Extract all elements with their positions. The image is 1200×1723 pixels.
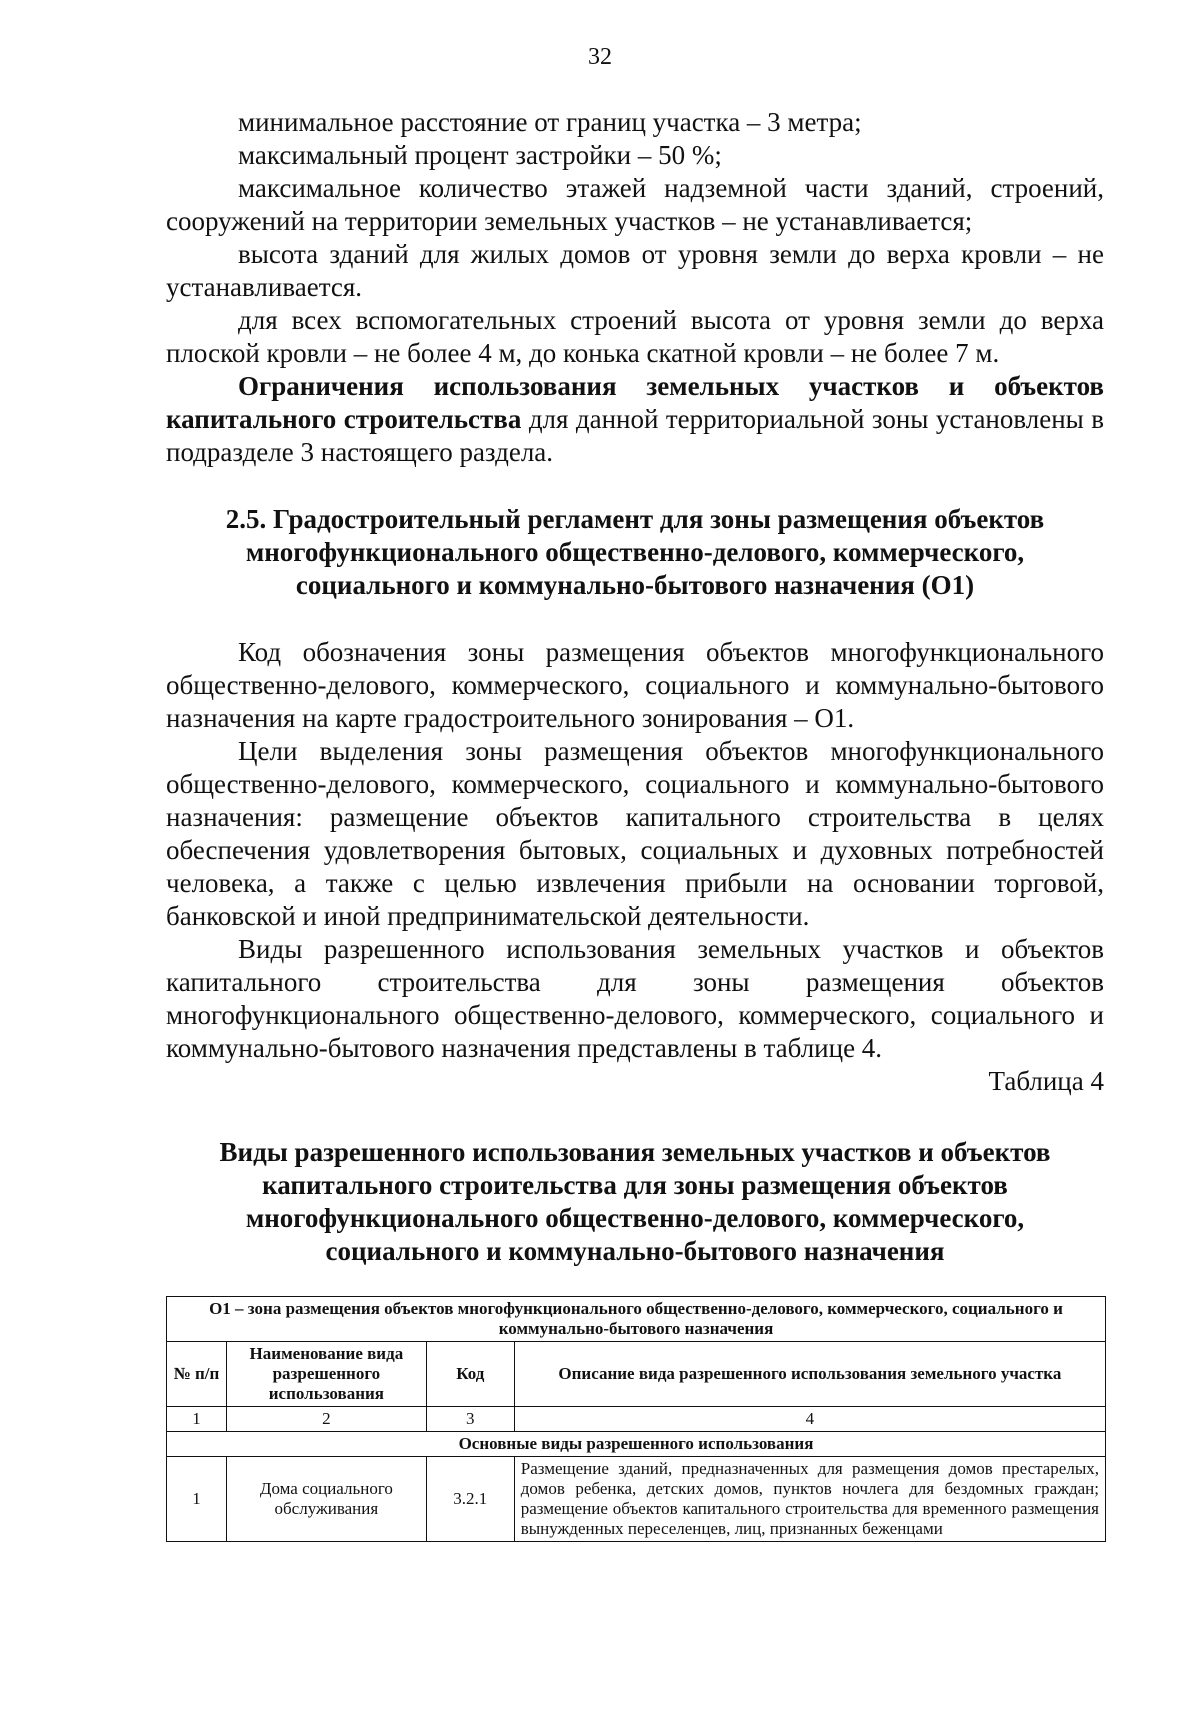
- document-body: [166, 106, 1104, 1542]
- table-caption: Таблица 4: [988, 1066, 1104, 1096]
- row-name: Дома социального обслуживания: [226, 1457, 426, 1542]
- row-description: Размещение зданий, предназначенных для размещения домов престарелых, домов ребенка, детских домов, пунктов ночлега для бездомных граждан; размещение объектов капитального строительства для временного размещения вынужденных переселенцев, лиц, признанных беженцами: [514, 1457, 1105, 1542]
- paragraph: максимальное количество этажей надземной части зданий, строений, сооружений на территории земельных участков – не устанавливается;: [166, 173, 1104, 236]
- table-title: Виды разрешенного использования земельных участков и объектов капитального строительства для зоны размещения объектов многофункционального общественно-делового, коммерческого, социального и коммунально-бытового назначения: [219, 1137, 1051, 1266]
- group-label: Основные виды разрешенного использования: [167, 1432, 1106, 1457]
- table-row: [167, 1457, 1106, 1542]
- paragraph: максимальный процент застройки – 50 %;: [238, 140, 722, 170]
- row-code: 3.2.1: [426, 1457, 514, 1542]
- table-zone-header-row: [167, 1297, 1106, 1342]
- zone-table: [166, 1296, 1106, 1542]
- table-column-number-row: [167, 1407, 1106, 1432]
- restriction-text: для данной территориальной зоны установлены в подразделе 3 настоящего раздела.: [166, 404, 1104, 467]
- col-number-2: 2: [226, 1407, 426, 1432]
- page-number: 32: [588, 44, 612, 70]
- paragraph: Цели выделения зоны размещения объектов многофункционального общественно-делового, коммерческого, социального и коммунально-бытового назначения: размещение объектов капитального строительства в целях обеспечения удовлетворения бытовых, социальных и духовных потребностей человека, а также с целью извлечения прибыли на основании торговой, банковской и иной предпринимательской деятельности.: [166, 736, 1104, 931]
- paragraph: для всех вспомогательных строений высота от уровня земли до верха плоской кровли – не более 4 м, до конька скатной кровли – не более 7 м.: [166, 305, 1104, 368]
- row-number: 1: [167, 1457, 227, 1542]
- restriction-bold-text: Ограничения использования земельных участков и объектов капитального строительства: [166, 371, 1104, 434]
- header-number: № п/п: [167, 1342, 227, 1407]
- table-group-row: [167, 1432, 1106, 1457]
- section-heading: 2.5. Градостроительный регламент для зоны размещения объектов многофункционального общественно-делового, коммерческого, социального и коммунально-бытового назначения (О1): [225, 504, 1045, 600]
- paragraph: Виды разрешенного использования земельных участков и объектов капитального строительства для зоны размещения объектов многофункционального общественно-делового, коммерческого, социального и коммунально-бытового назначения представлены в таблице 4.: [166, 934, 1104, 1063]
- table-header-row: [167, 1342, 1106, 1407]
- paragraph: высота зданий для жилых домов от уровня земли до верха кровли – не устанавливается.: [166, 239, 1104, 302]
- col-number-3: 3: [426, 1407, 514, 1432]
- col-number-4: 4: [514, 1407, 1105, 1432]
- header-name: Наименование вида разрешенного использования: [226, 1342, 426, 1407]
- col-number-1: 1: [167, 1407, 227, 1432]
- header-code: Код: [426, 1342, 514, 1407]
- paragraph: минимальное расстояние от границ участка – 3 метра;: [238, 107, 862, 137]
- header-description: Описание вида разрешенного использования земельного участка: [514, 1342, 1105, 1407]
- restriction-paragraph: [166, 370, 1104, 469]
- zone-header-cell: О1 – зона размещения объектов многофункционального общественно-делового, коммерческого, социального и коммунально-бытового назначения: [167, 1297, 1106, 1342]
- paragraph: Код обозначения зоны размещения объектов многофункционального общественно-делового, коммерческого, социального и коммунально-бытового назначения на карте градостроительного зонирования – О1.: [166, 637, 1104, 733]
